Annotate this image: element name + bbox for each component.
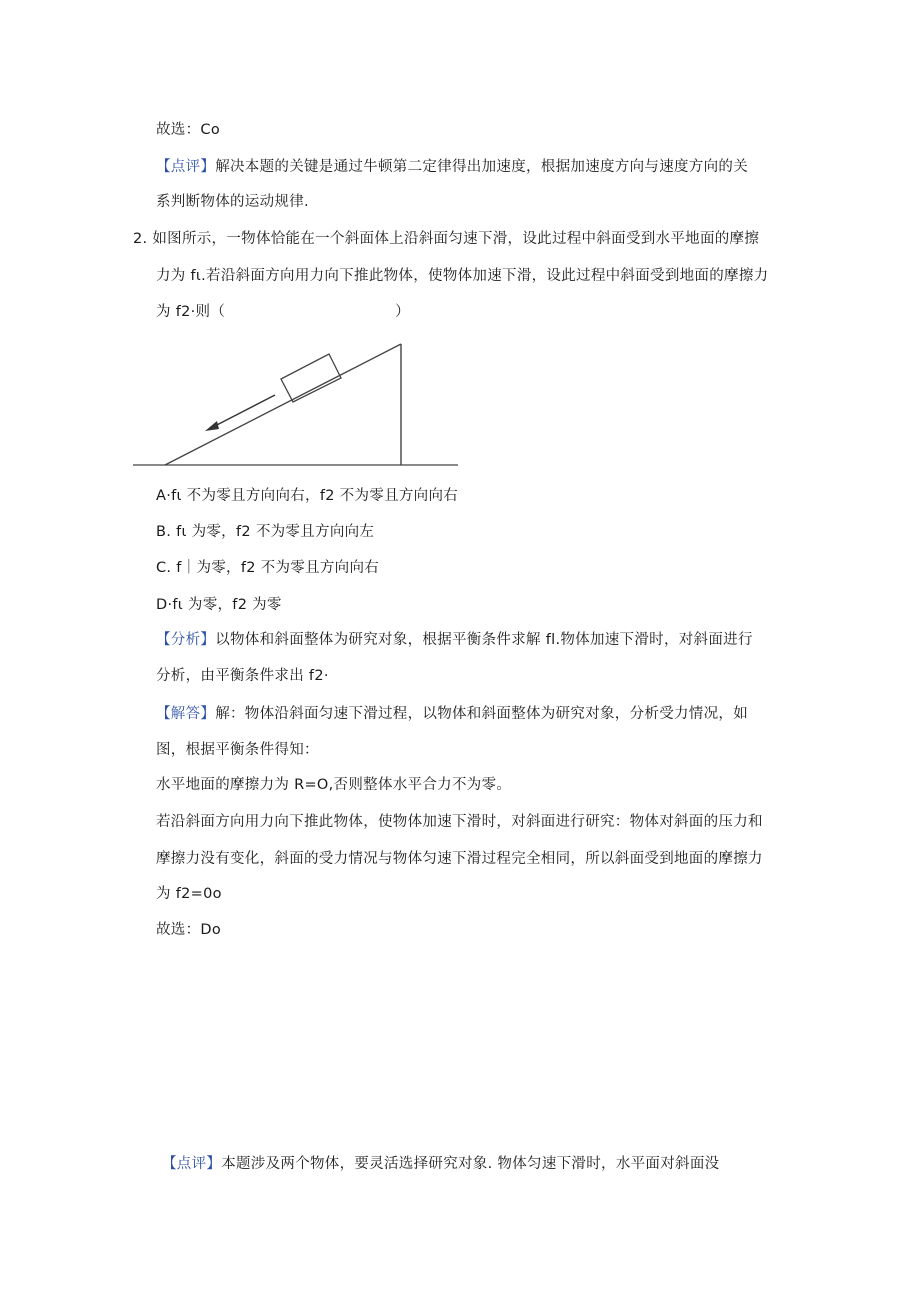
q2-number: 2. [133,231,148,247]
q2-comment-line1: 【点评】本题涉及两个物体，要灵活选择研究对象. 物体匀速下滑时，水平面对斜面没 [162,1156,720,1172]
solution-line2: 图，根据平衡条件得知： [156,742,319,758]
option-d: D·fι 为零，f2 为零 [156,597,282,613]
prev-answer: 故选：Co [156,122,220,138]
q2-stem-line3: 为 f2·则（ ） [156,304,410,320]
solution-line3: 水平地面的摩擦力为 R=O,否则整体水平合力不为零。 [156,777,512,793]
q2-stem-line1: 2. 如图所示，一物体恰能在一个斜面体上沿斜面匀速下滑，设此过程中斜面受到水平地面的摩擦 [133,231,760,247]
solution-line4: 若沿斜面方向用力向下推此物体，使物体加速下滑时，对斜面进行研究：物体对斜面的压力和 [156,814,763,830]
analysis-line1: 【分析】以物体和斜面整体为研究对象，根据平衡条件求解 fl.物体加速下滑时，对斜面进行 [156,632,753,648]
q2-answer: 故选：Do [156,922,222,938]
solution-tag: 【解答】 [156,706,216,722]
solution-line1: 【解答】解：物体沿斜面匀速下滑过程，以物体和斜面整体为研究对象，分析受力情况，如 [156,706,748,722]
option-a: A·fι 不为零且方向向右，f2 不为零且方向向右 [156,488,459,504]
sliding-block [281,354,341,402]
solution-line6: 为 f2=0o [156,886,222,902]
q2-comment-tag: 【点评】 [162,1156,222,1172]
option-c: C. f｜为零，f2 不为零且方向向右 [156,560,380,576]
option-b: B. fι 为零，f2 不为零且方向向左 [156,524,375,540]
arrow-head [205,421,219,431]
prev-comment-line2: 系判断物体的运动规律. [156,194,309,210]
analysis-tag: 【分析】 [156,632,216,648]
prev-comment-tag: 【点评】 [156,159,216,175]
incline-diagram [133,340,463,472]
q2-stem-line2: 力为 fι.若沿斜面方向用力向下推此物体，使物体加速下滑，设此过程中斜面受到地面的摩擦力 [156,268,769,284]
incline-slope [165,344,401,465]
prev-comment-line1: 【点评】解决本题的关键是通过牛顿第二定律得出加速度，根据加速度方向与速度方向的关 [156,159,748,175]
direction-arrow [211,395,275,428]
solution-line5: 摩擦力没有变化，斜面的受力情况与物体匀速下滑过程完全相同，所以斜面受到地面的摩擦力 [156,851,763,867]
analysis-line2: 分析，由平衡条件求出 f2· [156,668,329,684]
